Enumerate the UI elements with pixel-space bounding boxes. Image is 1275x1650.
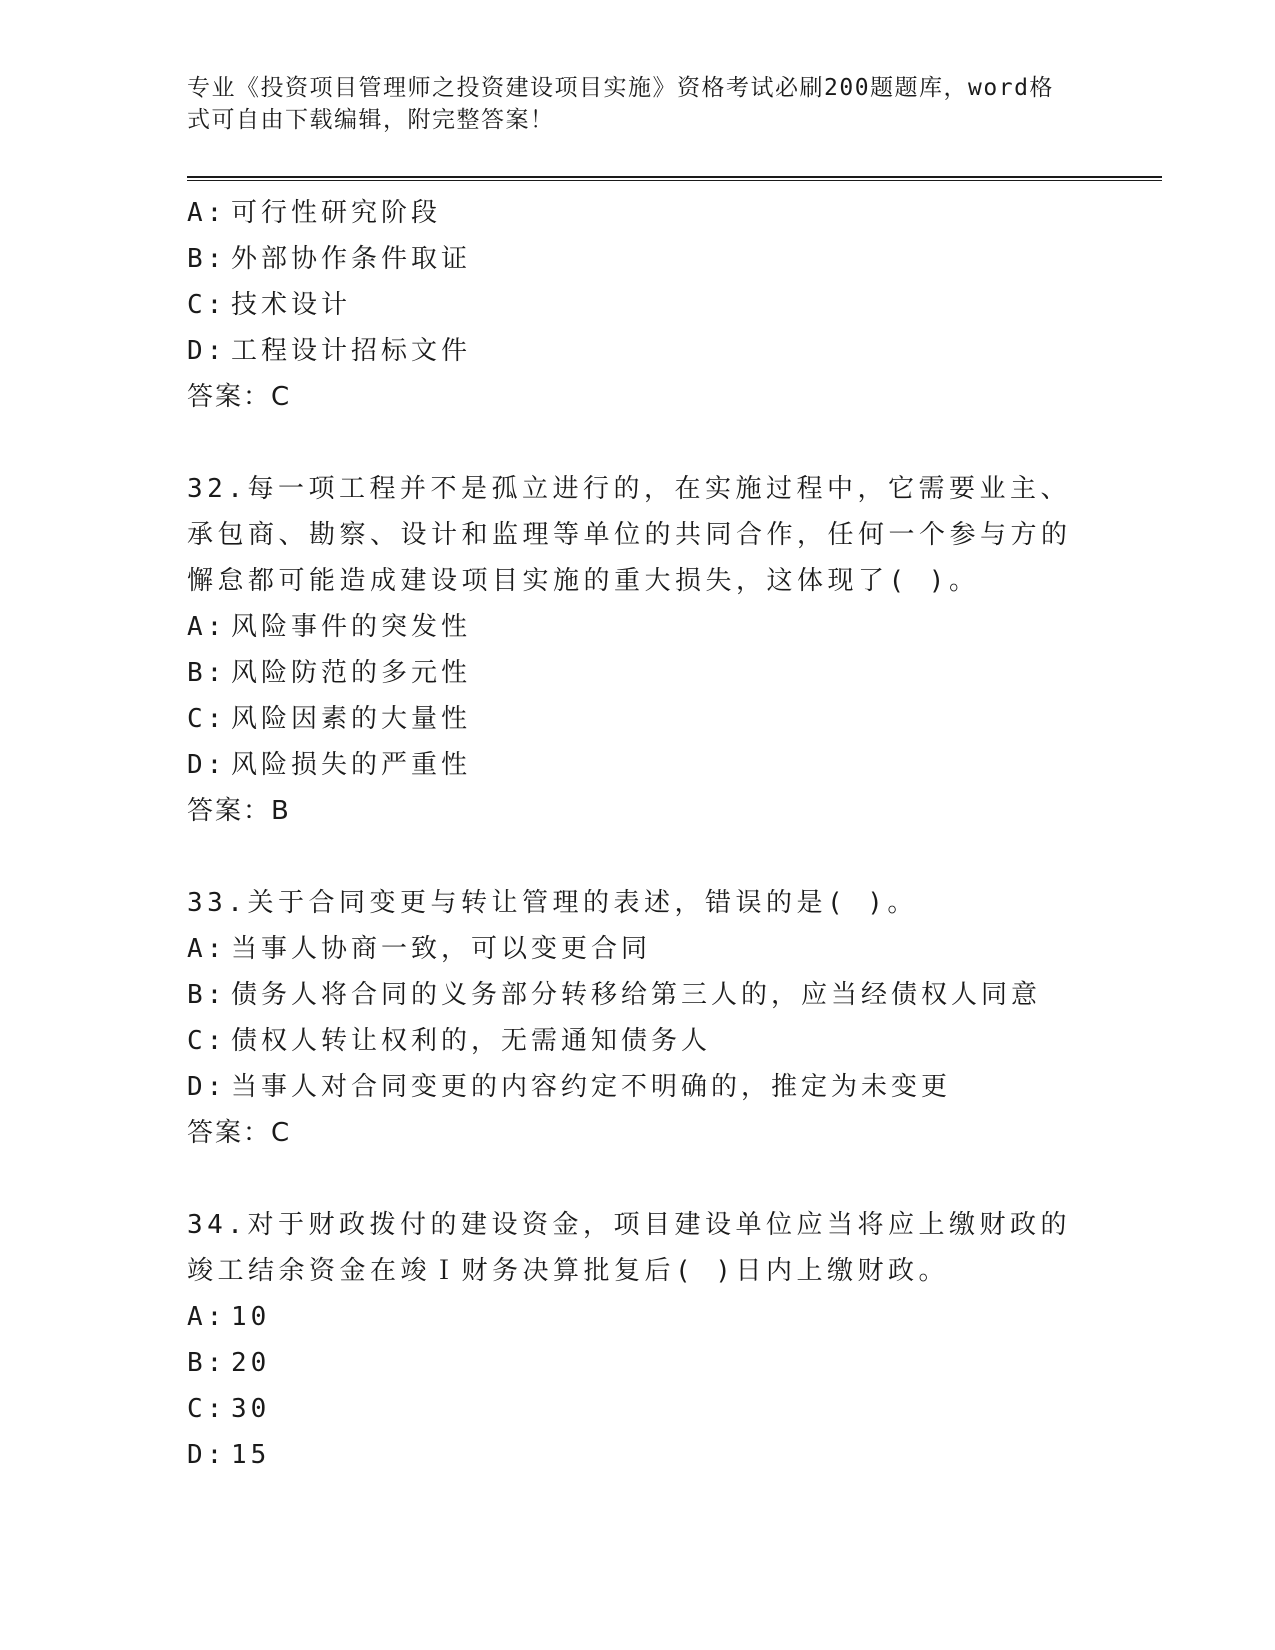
option-a: A: 风险事件的突发性 (187, 612, 472, 642)
option-d: D: 风险损失的严重性 (187, 750, 472, 780)
option-b: B: 债务人将合同的义务部分转移给第三人的，应当经债权人同意 (187, 980, 1042, 1010)
question-stem: 33.关于合同变更与转让管理的表述，错误的是( )。 (187, 888, 918, 918)
option-b: B: 外部协作条件取证 (187, 244, 472, 274)
question-32 (187, 466, 1087, 834)
option-text: 风险防范的多元性 (231, 658, 472, 688)
option-d: D: 工程设计招标文件 (187, 336, 472, 366)
option-c: C: 债权人转让权利的，无需通知债务人 (187, 1026, 712, 1056)
header-divider (187, 176, 1162, 181)
option-c: C: 风险因素的大量性 (187, 704, 472, 734)
option-b: B: 风险防范的多元性 (187, 658, 472, 688)
document-header: 专业《投资项目管理师之投资建设项目实施》资格考试必刷200题题库，word格式可自由下载编辑，附完整答案！ (187, 75, 1054, 133)
question-stem: 32.每一项工程并不是孤立进行的，在实施过程中，它需要业主、承包商、勘察、设计和监理等单位的共同合作，任何一个参与方的懈怠都可能造成建设项目实施的重大损失，这体现了( )。 (187, 474, 1072, 596)
option-d: D: 当事人对合同变更的内容约定不明确的，推定为未变更 (187, 1072, 952, 1102)
question-33 (187, 880, 1087, 1156)
option-text: 技术设计 (231, 290, 352, 320)
option-text: 15 (231, 1440, 271, 1470)
option-text: 20 (231, 1348, 271, 1378)
option-c: C: 技术设计 (187, 290, 352, 320)
option-text: 30 (231, 1394, 271, 1424)
option-text: 债务人将合同的义务部分转移给第三人的，应当经债权人同意 (231, 980, 1042, 1010)
option-a: A: 当事人协商一致，可以变更合同 (187, 934, 652, 964)
option-a: A: 10 (187, 1302, 271, 1332)
answer-line: 答案：C (187, 1118, 292, 1148)
option-text: 风险事件的突发性 (231, 612, 472, 642)
answer-line: 答案：C (187, 382, 292, 412)
option-b: B: 20 (187, 1348, 271, 1378)
option-text: 10 (231, 1302, 271, 1332)
option-a: A: 可行性研究阶段 (187, 198, 442, 228)
option-text: 当事人对合同变更的内容约定不明确的，推定为未变更 (231, 1072, 952, 1102)
question-list (187, 190, 1087, 1478)
answer-line: 答案：B (187, 796, 291, 826)
question-stem: 34.对于财政拨付的建设资金，项目建设单位应当将应上缴财政的竣工结余资金在竣Ｉ财务决算批复后( )日内上缴财政。 (187, 1210, 1071, 1286)
option-text: 风险因素的大量性 (231, 704, 472, 734)
option-text: 工程设计招标文件 (231, 336, 472, 366)
option-text: 风险损失的严重性 (231, 750, 472, 780)
question-31 (187, 190, 1087, 420)
option-d: D: 15 (187, 1440, 271, 1470)
option-c: C: 30 (187, 1394, 271, 1424)
option-text: 债权人转让权利的，无需通知债务人 (231, 1026, 712, 1056)
option-text: 当事人协商一致，可以变更合同 (231, 934, 652, 964)
option-text: 可行性研究阶段 (231, 198, 442, 228)
option-text: 外部协作条件取证 (231, 244, 472, 274)
question-34 (187, 1202, 1087, 1478)
